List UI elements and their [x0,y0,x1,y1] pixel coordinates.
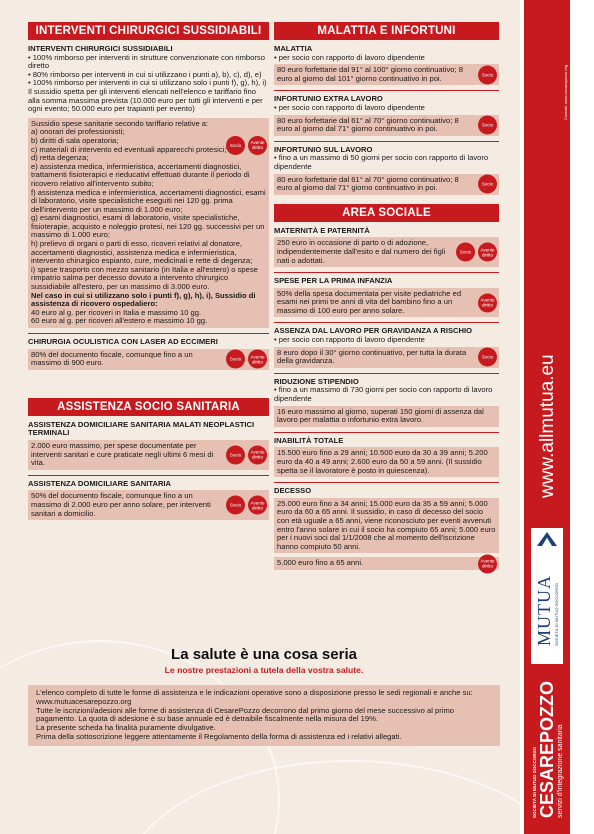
heading-laser: CHIRURGIA OCULISTICA CON LASER AD ECCIMERI [28,337,218,346]
footer-line: Tutte le iscrizioni/adesioni alle forme di assistenza di CesarePozzo decorrono dal primo giorno del mese successivo al primo pagamento. La quota di adesione è su base annuale ed è detraibile fiscalmente nella misura del 19%. [36,705,454,724]
cesarepozzo-subtitle: servizi d'integrazione sanitaria [557,724,564,818]
ads-text: 50% del documento fiscale, comunque fino a un massimo di 2.000 euro per anno solare, per interventi sanitari a domicilio. [31,491,211,518]
mutua-mark-icon [537,532,557,546]
tariff-line: h) prelievo di organi o parti di esso, ricoveri relativi al donatore, accertamenti diagnostici, assistenza medica e infermieristica, intervento chirurgico espianto, cure, medicinali e rette di degenza; [31,239,253,266]
infanzia-text: 50% della spesa documentata per visite pediatriche ed esami nei primi tre anni di vita del bambino fino a un massimo di 100 euro per anno solare. [277,288,462,315]
inabilita-box [274,447,499,477]
inabilita-text: 15.500 euro fino a 29 anni; 10.500 euro da 30 a 39 anni; 5.200 euro da 40 a 49 anni; 2.600 euro da 50 a 59 anni. (Il sussidio spetta se il lavoratore è posto in quiescenza). [277,448,488,475]
cesarepozzo-logo: CESAREPOZZO [537,680,557,818]
badge-group [226,445,267,464]
socio-badge: Socio [478,65,497,84]
tariff-line: Nel caso in cui si utilizzano solo i punti f), g), h), i), Sussidio di assistenza di ricovero ospedaliero: [31,290,256,309]
avente-diritto-badge: Avente diritto [478,243,497,262]
malattia-box [274,64,499,85]
gravidanza-text: • per socio con rapporto di lavoro dipendente [274,335,425,345]
socio-badge: Socio [478,348,497,367]
heading-maternita: MATERNITÀ E PATERNITÀ [274,225,370,235]
tariff-line: 40 euro al g. per ricoveri in Italia e massimo 10 gg. [31,307,202,317]
section-banner-assistenza: ASSISTENZA SOCIO SANITARIA [28,398,269,416]
heading-infortunio-extra: INFORTUNIO EXTRA LAVORO [274,94,383,104]
tariff-line: c) materiali di intervento ed eventuali apparecchi protesici; [31,144,227,154]
socio-badge: Socio [226,445,245,464]
socio-badge: Socio [478,116,497,135]
avente-diritto-badge: Avente diritto [248,496,267,515]
maternita-box [274,237,499,267]
badge-group [226,350,267,369]
decesso-text-2: 5.000 euro fino a 65 anni. [277,558,364,568]
badge-group [478,554,497,573]
badge-group [226,136,267,155]
socio-badge: Socio [226,496,245,515]
chir-line: • 100% rimborso per interventi in strutture convenzionate con rimborso diretto [28,52,265,71]
riduzione-box-text: 16 euro massimo al giorno, superati 150 giorni di assenza dal lavoro per malattia o infortunio extra lavoro. [277,406,484,425]
socio-badge: Socio [456,243,475,262]
section-banner-chirurgici: INTERVENTI CHIRURGICI SUSSIDIABILI [28,22,269,40]
chir-line: • 100% rimborso per interventi in cui si utilizzano solo i punti f), g), h), i) [28,78,267,88]
badge-group [478,293,497,312]
badge-group [478,175,497,194]
heading-inabilita: INABILITÀ TOTALE [274,435,344,445]
infsul-box [274,174,499,195]
heading-decesso: DECESSO [274,486,312,496]
chir-line: Il sussidio spetta per gli interventi elencati nell'elenco e tariffario fino alla somma massima prevista (10.000 euro per tutti gli interventi e per ogni evento; 50.000 euro per trapianti per evento) [28,86,263,114]
avente-diritto-badge: Avente diritto [478,293,497,312]
footer-line: Prima della sottoscrizione leggere attentamente il Regolamento della forma di assistenza ed i relativi allegati. [36,731,402,741]
ads-box [28,490,269,520]
heading-gravidanza: ASSENZA DAL LAVORO PER GRAVIDANZA A RISCHIO [274,326,473,336]
infextra-box-text: 80 euro forfettarie dal 61° al 70° giorno continuativo; 8 euro al giorno dal 71° giorno continuativo in poi. [277,115,459,134]
badge-group [456,243,497,262]
maternita-text: 250 euro in occasione di parto o di adozione, indipendentemente dall'esito e dal numero dei figli nati o adottati. [277,238,446,265]
gravidanza-box [274,347,499,368]
heading-infortunio-lavoro: INFORTUNIO SUL LAVORO [274,144,373,154]
tariff-line: g) esami diagnostici, esami di laboratorio, visite specialistiche, fisioterapie, acquisto e noleggio protesi, nei 120 gg. successivi per un massimo di 1.000 euro; [31,213,265,240]
cesarepozzo-tagline-top: SOCIETÀ DI MUTUO SOCCORSO [532,746,537,818]
section-banner-malattia: MALATTIA E INFORTUNI [274,22,499,40]
heading-ads: ASSISTENZA DOMICILIARE SANITARIA [28,478,172,488]
tiny-contact-text: Contatti: www.cesarepozzo.org [563,64,568,120]
decesso-box [274,498,499,554]
tariff-line: i) spese trasporto con mezzo sanitario (in Italia e all'estero) o spese rimpatrio salma per decesso dovuto a intervento chirurgico sussidiabile all'estero, per un massimo di 3.000 euro. [31,264,258,292]
tariff-line: d) retta degenza; [31,153,89,163]
avente-diritto-badge: Avente diritto [248,445,267,464]
tariff-line: e) assistenza medica, infermieristica, accertamenti diagnostici, trattamenti fisioterapici e rieducativi effettuati durante il periodo di ricovero relativo all'intervento subito; [31,161,250,188]
infextra-text: • per socio con rapporto di lavoro dipendente [274,102,425,112]
website-url: www.allmutua.eu [537,354,558,498]
malattia-text: • per socio con rapporto di lavoro dipendente [274,52,425,62]
malattia-box-text: 80 euro forfettarie dal 91° al 100° giorno continuativo; 8 euro al giorno dal 101° giorno continuativo in poi. [277,65,463,83]
badge-group [226,496,267,515]
socio-badge: Socio [226,350,245,369]
laser-text: 80% del documento fiscale, comunque fino a un massimo di 900 euro. [31,349,193,368]
badge-group [478,65,497,84]
badge-group [478,348,497,367]
tariff-line: 60 euro al g. per ricoveri all'estero e massimo 10 gg. [31,316,208,326]
avente-diritto-badge: Avente diritto [248,350,267,369]
riduzione-text: • fino a un massimo di 730 giorni per socio con rapporto di lavoro dipendente [274,385,493,404]
socio-badge: Socio [478,175,497,194]
heading-chirurgici: INTERVENTI CHIRURGICI SUSSIDIABILI [28,44,173,53]
socio-badge: Socio [226,136,245,155]
infsul-box-text: 80 euro forfettarie dal 61° al 70° giorno continuativo; 8 euro al giorno dal 71° giorno continuativo in poi. [277,174,459,193]
infextra-box [274,115,499,136]
tariff-line: f) assistenza medica e infermieristica, accertamenti diagnostici, esami di laboratorio, visite specialistiche eseguiti nei 120 gg. prima dell'intervento per un massimo di 1.000 euro; [31,187,266,214]
tariff-line: a) onorari dei professionisti; [31,127,125,137]
tariff-line: b) diritti di sala operatoria; [31,135,119,145]
heading-riduzione: RIDUZIONE STIPENDIO [274,376,359,386]
laser-box [28,349,269,370]
mutua-logo-panel [531,528,563,664]
decesso-box-2 [274,557,499,570]
footer-line: L'elenco completo di tutte le forme di assistenza e le indicazioni operative sono a disposizione presso le sedi regionali e anche su: www.mutuacesarepozzo.org [36,688,473,706]
infanzia-box [274,288,499,318]
avente-diritto-badge: Avente diritto [478,554,497,573]
right-column [274,22,499,570]
mutua-logo: MUTUA [534,575,554,646]
adsm-text: 2.000 euro massimo, per spese documentate per interventi sanitari e cure praticate negli ultimi 6 mesi di vita. [31,440,214,468]
footer-notes [28,685,500,746]
section-banner-area-sociale: AREA SOCIALE [274,204,499,222]
heading-prima-infanzia: SPESE PER LA PRIMA INFANZIA [274,276,393,286]
mutua-logo-subtitle: SOCIETÀ DI MUTUO SOCCORSO [554,583,559,646]
footer-line: La presente scheda ha finalità puramente divulgative. [36,723,216,733]
slogan-subtitle: Le nostre prestazioni a tutela della vostra salute. [164,665,364,675]
badge-group [478,116,497,135]
adsm-box [28,440,269,470]
decesso-text: 25.000 euro fino a 34 anni; 15.000 euro da 35 a 59 anni; 5.000 euro da 60 a 65 anni. Il sussidio, in caso di decesso del socio con età uguale a 65 anni, viene riconosciuto per eventi avvenuti entro l'anno solare in cui il socio ha compiuto 65 anni; 5.000 euro per i nuovi soci dal 1/1/2008 che al momento dell'iscrizione hanno compiuto 50 anni. [277,498,496,551]
chir-line: • 80% rimborso per interventi in cui si utilizzano i punti a), b), c), d), e) [28,69,262,79]
left-column [28,22,269,520]
heading-malattia: MALATTIA [274,44,313,53]
heading-adsm: ASSISTENZA DOMICILIARE SANITARIA MALATI NEOPLASTICI TERMINALI [28,419,255,438]
chir-tariff-box [28,118,269,328]
riduzione-box [274,406,499,427]
slogan-block [28,646,500,675]
avente-diritto-badge: Avente diritto [248,136,267,155]
slogan: La salute è una cosa seria [171,646,357,663]
gravidanza-box-text: 8 euro dopo il 30° giorno continuativo, per tutta la durata della gravidanza. [277,347,467,366]
infsul-text: • fino a un massimo di 50 giorni per socio con rapporto di lavoro dipendente [274,153,489,171]
tariff-line: Sussidio spese sanitarie secondo tariffario relative a: [31,118,209,128]
